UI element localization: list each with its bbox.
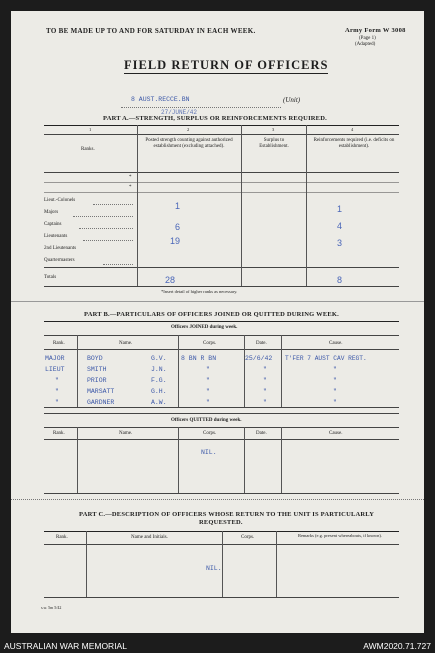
col-cause: Cause. — [329, 341, 343, 346]
joined-date: " — [263, 377, 267, 384]
joined-col-divider — [77, 335, 78, 407]
quitted-title-rule — [44, 427, 399, 428]
leader-dots — [103, 264, 133, 265]
joined-date: " — [263, 399, 267, 406]
joined-cause: " — [333, 377, 337, 384]
col-corps: Corps. — [241, 535, 255, 540]
unit-label: (Unit) — [283, 96, 301, 104]
posted-value: 1 — [175, 201, 181, 211]
part-a-bottom-rule — [44, 286, 399, 287]
unit-line — [121, 107, 281, 108]
part-a-title: PART A.—STRENGTH, SURPLUS OR REINFORCEMENTS REQUIRED. — [103, 115, 327, 122]
footer-source: AUSTRALIAN WAR MEMORIAL — [4, 641, 127, 651]
joined-initials: A.W. — [151, 399, 167, 406]
joined-corps: " — [206, 388, 210, 395]
part-c-title-2: REQUESTED. — [199, 519, 243, 526]
section-divider — [11, 301, 424, 302]
joined-name: BOYD — [87, 355, 103, 362]
part-c-title-1: PART C.—DESCRIPTION OF OFFICERS WHOSE RETURN TO THE UNIT IS PARTICULARLY — [79, 511, 375, 518]
reinf-value: 4 — [337, 221, 343, 231]
part-a-rule — [44, 192, 399, 193]
joined-header-rule — [44, 349, 399, 350]
joined-rank: " — [55, 377, 59, 384]
totals-posted: 28 — [165, 275, 176, 285]
posted-value: 6 — [175, 222, 181, 232]
joined-rank: " — [55, 388, 59, 395]
joined-col-divider — [281, 335, 282, 407]
quitted-col-divider — [178, 427, 179, 493]
star-mark: * — [129, 175, 132, 180]
part-a-totals-rule — [44, 267, 399, 268]
col-name-initials: Name and Initials. — [131, 535, 168, 540]
rank-label: Lieutenants — [44, 234, 68, 239]
joined-corps: " — [206, 377, 210, 384]
part-c-value: NIL. — [206, 565, 222, 572]
part-c-col-divider — [276, 531, 277, 597]
col-date: Date. — [256, 341, 267, 346]
reinf-value: 3 — [337, 238, 343, 248]
joined-corps: " — [206, 399, 210, 406]
col-number: 4 — [351, 127, 354, 132]
col-corps: Corps. — [203, 341, 217, 346]
joined-cause: " — [333, 388, 337, 395]
col-name: Name. — [119, 431, 133, 436]
part-a-number-rule — [44, 134, 399, 135]
quitted-header-rule — [44, 439, 399, 440]
col-number: 3 — [272, 127, 275, 132]
form-number: Army Form W 3008 — [345, 27, 406, 34]
joined-date: " — [263, 366, 267, 373]
quitted-col-divider — [244, 427, 245, 493]
joined-initials: G.V. — [151, 355, 167, 362]
joined-initials: F.G. — [151, 377, 167, 384]
form-sheet — [11, 11, 424, 633]
col-rank: Rank. — [53, 431, 65, 436]
part-c-col-divider — [86, 531, 87, 597]
part-a-col-divider — [137, 125, 138, 286]
rank-label: Captains — [44, 222, 62, 227]
posted-value: 19 — [170, 236, 181, 246]
surplus-header: Surplus to Establishment. — [259, 138, 289, 149]
leader-dots — [79, 228, 133, 229]
part-a-top-rule — [44, 125, 399, 126]
perforation-line — [11, 499, 424, 500]
rank-label: 2nd Lieutenants — [44, 246, 77, 251]
joined-cause: T'FER 7 AUST CAV REGT. — [285, 355, 367, 362]
reinforcements-header: Reinforcements required (i.e. deficits on establishment). — [313, 138, 395, 149]
part-a-header-rule — [44, 172, 399, 173]
joined-name: GARDNER — [87, 399, 115, 406]
joined-title: Officers JOINED during week. — [171, 325, 238, 330]
col-cause: Cause. — [329, 431, 343, 436]
col-number: 2 — [187, 127, 190, 132]
quitted-bottom-rule — [44, 493, 399, 494]
col-name: Name. — [119, 341, 133, 346]
rank-label: Quartermasters — [44, 258, 75, 263]
part-a-col-divider — [306, 125, 307, 286]
posted-header: Posted strength counting against authorized establishment (excluding attached). — [145, 138, 233, 149]
rank-label: Majors — [44, 210, 59, 215]
ranks-header: Ranks. — [81, 147, 95, 152]
joined-name: MARSATT — [87, 388, 115, 395]
quitted-title: Officers QUITTED during week. — [171, 418, 242, 423]
footnote: *Insert detail of higher ranks as necessary. — [161, 289, 238, 294]
col-rank: Rank. — [56, 535, 68, 540]
joined-bottom-rule — [44, 407, 399, 408]
part-a-rule — [44, 182, 399, 183]
quitted-top-rule — [44, 413, 399, 414]
joined-initials: G.H. — [151, 388, 167, 395]
part-a-col-divider — [241, 125, 242, 286]
page-title: FIELD RETURN OF OFFICERS — [124, 58, 329, 72]
joined-name: SMITH — [87, 366, 107, 373]
joined-date: " — [263, 388, 267, 395]
star-mark: * — [129, 185, 132, 190]
joined-col-divider — [244, 335, 245, 407]
leader-dots — [73, 216, 133, 217]
joined-corps: 8 BN R BN — [181, 355, 217, 362]
joined-rank: MAJOR — [45, 355, 65, 362]
leader-dots — [83, 240, 133, 241]
unit-value: 8 AUST.RECCE.BN — [131, 96, 190, 103]
joined-col-divider — [178, 335, 179, 407]
joined-rank: " — [55, 399, 59, 406]
part-c-col-divider — [222, 531, 223, 597]
joined-corps: " — [206, 366, 210, 373]
joined-cause: " — [333, 399, 337, 406]
quitted-col-divider — [281, 427, 282, 493]
part-b-title: PART B.—PARTICULARS OF OFFICERS JOINED OR QUITTED DURING WEEK. — [84, 311, 340, 318]
part-c-bottom-rule — [44, 597, 399, 598]
totals-label: Totals — [44, 275, 57, 280]
page-number: (Page 1) — [359, 36, 376, 41]
rank-label: Lieut.-Colonels — [44, 198, 76, 203]
quitted-col-divider — [77, 427, 78, 493]
archive-footer — [0, 633, 435, 653]
quitted-value: NIL. — [201, 449, 217, 456]
leader-dots — [93, 204, 133, 205]
joined-initials: J.N. — [151, 366, 167, 373]
adapted-note: (Adapted) — [355, 42, 376, 47]
print-code: s.w. 5m 5/42 — [41, 605, 62, 610]
joined-name: PRIOR — [87, 377, 107, 384]
col-rank: Rank. — [53, 341, 65, 346]
date-value: 27/JUNE/42 — [161, 109, 198, 116]
col-number: 1 — [89, 127, 92, 132]
col-remarks: Remarks (e.g. present whereabouts, if known). — [297, 533, 383, 538]
footer-accession: AWM2020.71.727 — [363, 641, 431, 651]
joined-rank: LIEUT — [45, 366, 65, 373]
instruction-text: TO BE MADE UP TO AND FOR SATURDAY IN EACH WEEK. — [46, 27, 256, 35]
joined-cause: " — [333, 366, 337, 373]
col-date: Date. — [256, 431, 267, 436]
joined-date: 25/6/42 — [245, 355, 273, 362]
col-corps: Corps. — [203, 431, 217, 436]
part-b-top-rule — [44, 321, 399, 322]
joined-title-rule — [44, 335, 399, 336]
totals-reinforcements: 8 — [337, 275, 343, 285]
reinf-value: 1 — [337, 204, 343, 214]
